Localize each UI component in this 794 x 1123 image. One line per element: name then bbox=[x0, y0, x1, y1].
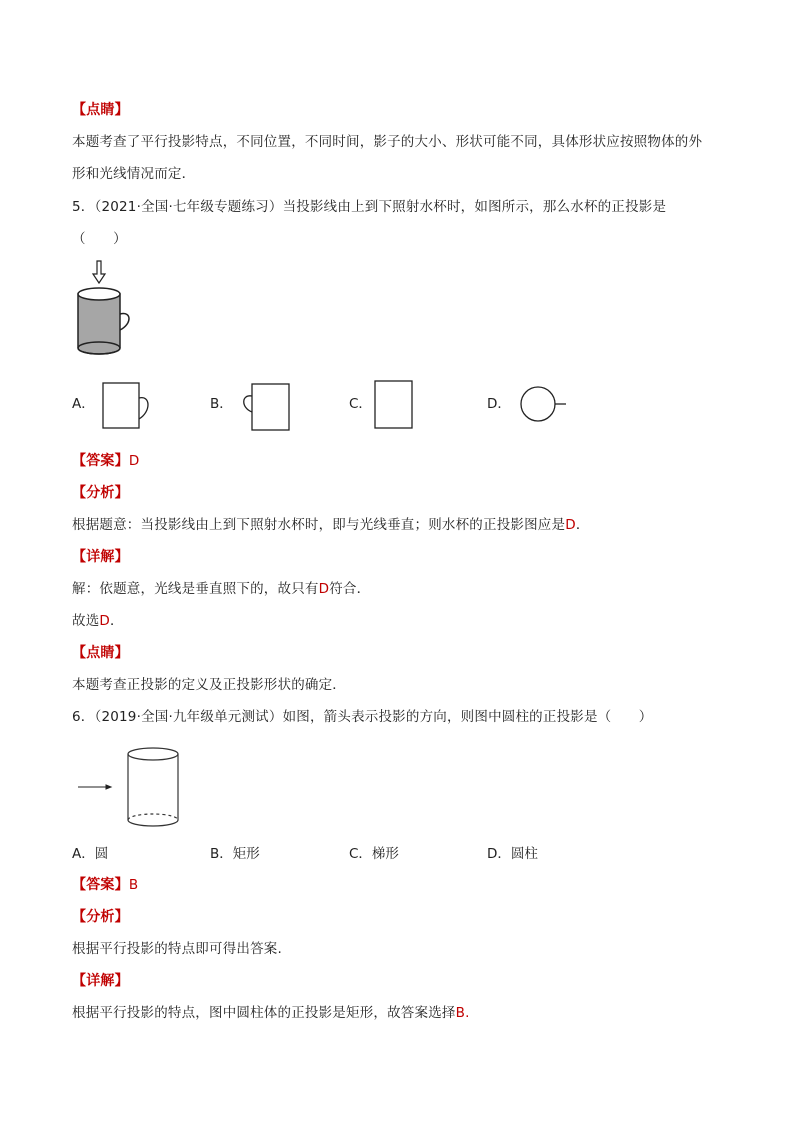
answer-line bbox=[72, 452, 139, 470]
option-b-figure bbox=[240, 382, 292, 432]
detail-key: D bbox=[99, 613, 111, 629]
option-b-label: B． bbox=[210, 396, 233, 412]
cup-figure bbox=[72, 258, 132, 358]
analysis-line bbox=[72, 516, 590, 534]
detail-line bbox=[72, 580, 370, 598]
analysis-end: ． bbox=[575, 517, 590, 533]
question-5-blank: （ ） bbox=[72, 231, 127, 247]
section-tag-xiangjie: 【详解】 bbox=[72, 549, 129, 565]
detail-line bbox=[72, 1004, 470, 1022]
down-arrow-icon bbox=[93, 261, 105, 283]
section-tag-dianjing: 【点睛】 bbox=[72, 645, 129, 661]
section-tag-xiangjie: 【详解】 bbox=[72, 973, 129, 989]
answer-line bbox=[72, 876, 138, 894]
option-a-figure bbox=[102, 382, 152, 432]
right-arrow-icon bbox=[78, 785, 111, 789]
paragraph-line: 本题考查了平行投影特点，不同位置，不同时间，影子的大小、形状可能不同，具体形状应按照物体的外 bbox=[72, 134, 703, 150]
option-b: B．矩形 bbox=[210, 846, 260, 862]
option-d: D．圆柱 bbox=[487, 846, 538, 862]
option-c-figure bbox=[374, 380, 414, 430]
detail-text: 根据平行投影的特点，图中圆柱体的正投影是矩形，故答案选择 bbox=[72, 1005, 456, 1021]
option-c: C．梯形 bbox=[349, 846, 399, 862]
detail-end: ． bbox=[110, 613, 124, 629]
option-d-figure bbox=[519, 385, 571, 425]
answer-value: D bbox=[128, 453, 140, 469]
section-tag-fenxi: 【分析】 bbox=[72, 909, 129, 925]
detail-end: 符合． bbox=[329, 581, 371, 597]
section-tag-fenxi: 【分析】 bbox=[72, 485, 129, 501]
question-6-stem: 6．（2019·全国·九年级单元测试）如图，箭头表示投影的方向，则图中圆柱的正投影是（ ） bbox=[72, 709, 653, 725]
question-5-stem: 5．（2021·全国·七年级专题练习）当投影线由上到下照射水杯时，如图所示，那么水杯的正投影是 bbox=[72, 199, 667, 215]
section-tag-dianjing: 【点睛】 bbox=[72, 102, 129, 118]
analysis-text: 根据题意：当投影线由上到下照射水杯时，即与光线垂直；则水杯的正投影图应是 bbox=[72, 517, 566, 533]
section-tag-daan: 【答案】 bbox=[72, 453, 129, 469]
option-d-label: D． bbox=[487, 396, 511, 412]
detail-key: D bbox=[318, 581, 330, 597]
paragraph-line: 形和光线情况而定． bbox=[72, 166, 196, 182]
analysis-key: D bbox=[565, 517, 576, 533]
option-a: A．圆 bbox=[72, 846, 109, 862]
detail-text: 解：依题意，光线是垂直照下的，故只有 bbox=[72, 581, 319, 597]
analysis-line: 根据平行投影的特点即可得出答案. bbox=[72, 941, 282, 957]
paragraph-line: 本题考查正投影的定义及正投影形状的确定． bbox=[72, 677, 346, 693]
detail-line bbox=[72, 612, 124, 630]
option-c-label: C． bbox=[349, 396, 372, 412]
cylinder-figure bbox=[76, 745, 186, 835]
option-a-label: A． bbox=[72, 396, 95, 412]
detail-key: B. bbox=[455, 1005, 470, 1021]
answer-value: B bbox=[128, 877, 139, 893]
section-tag-daan: 【答案】 bbox=[72, 877, 129, 893]
detail-text: 故选 bbox=[72, 613, 100, 629]
